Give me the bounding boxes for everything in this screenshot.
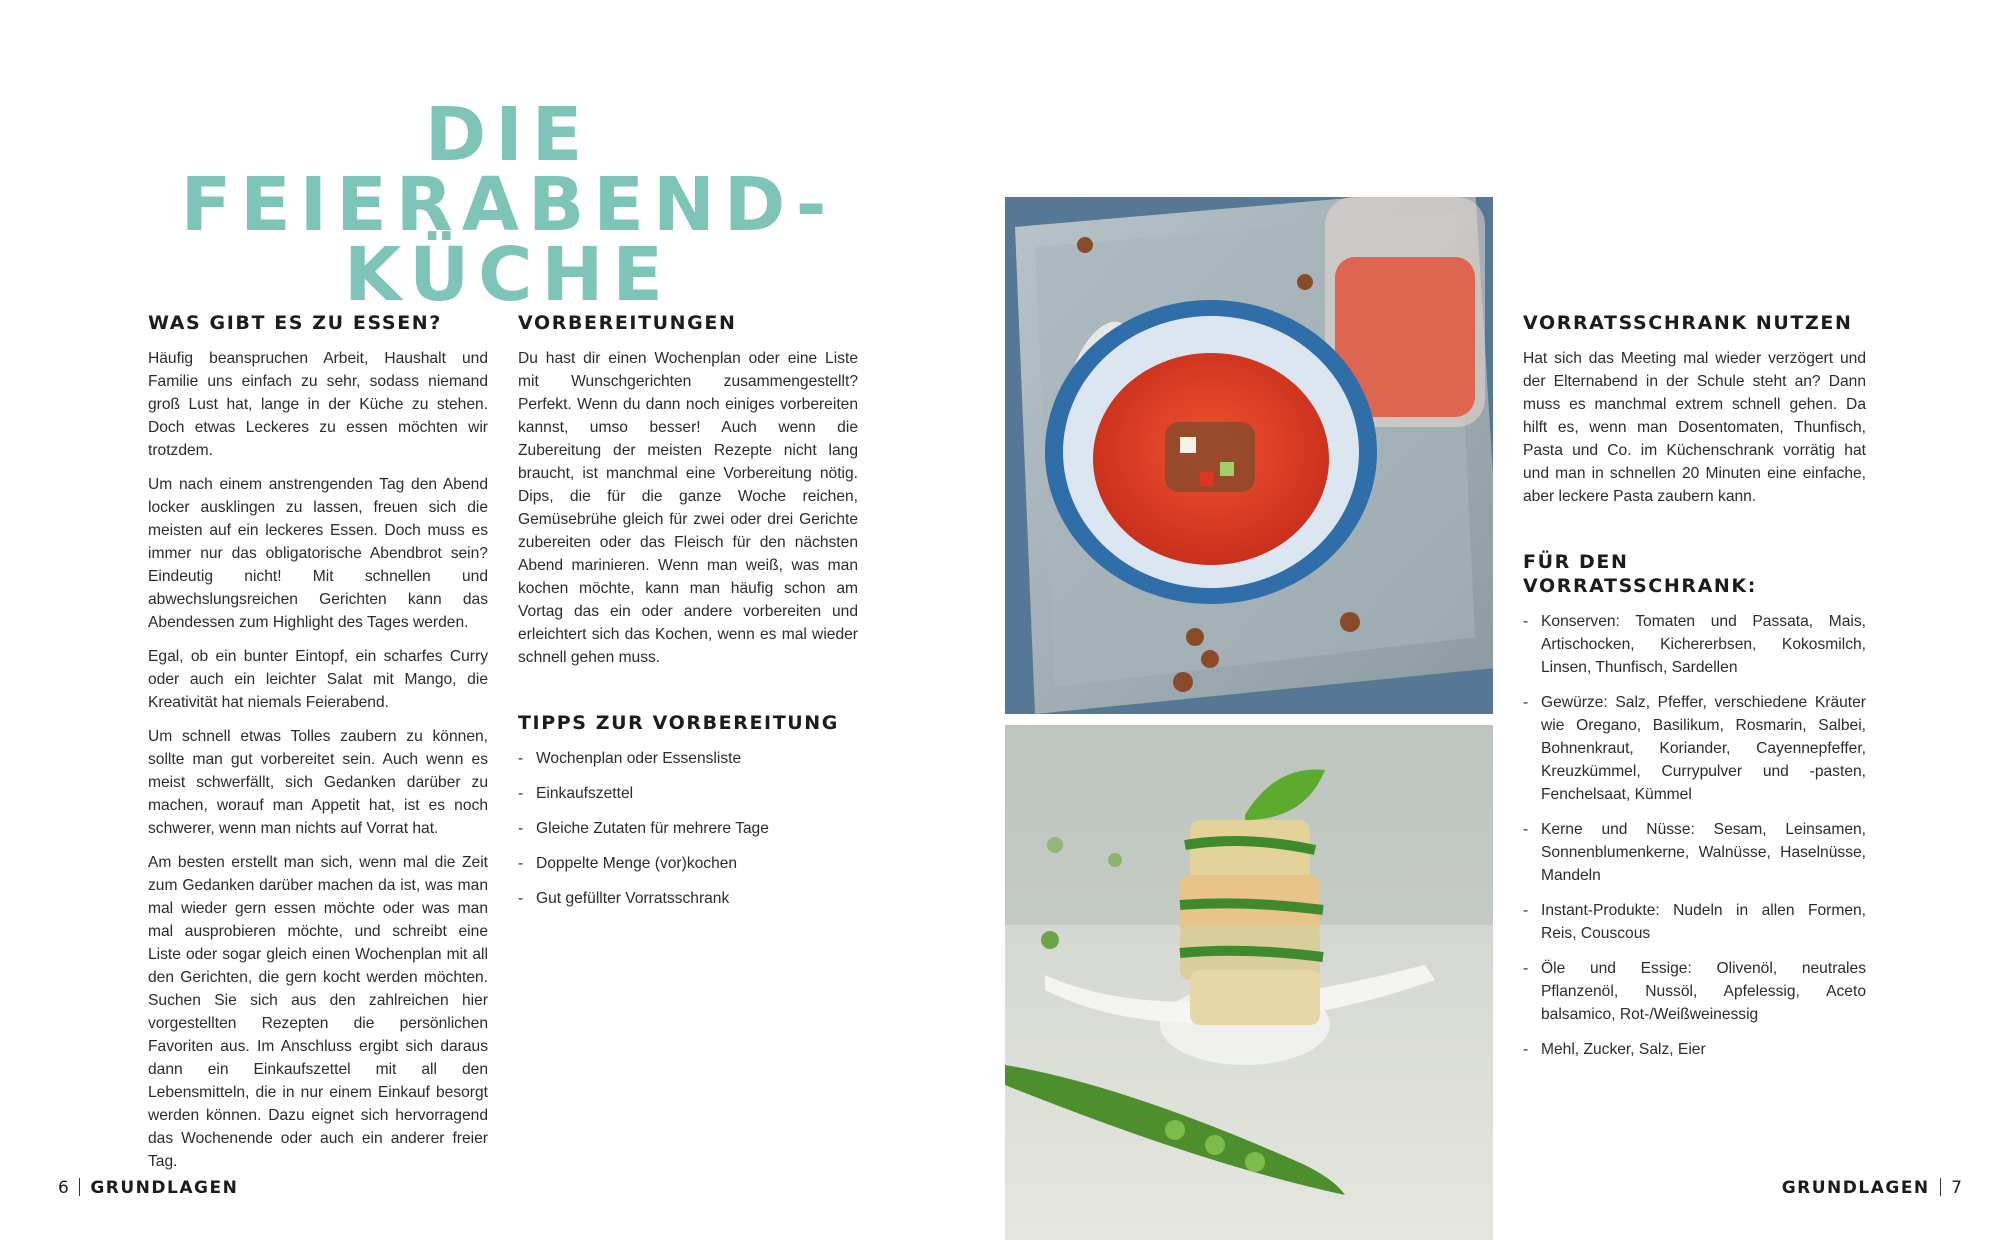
list-item: - Einkaufszettel bbox=[518, 782, 858, 805]
photo-gazpacho bbox=[1005, 197, 1493, 714]
paragraph: Häufig beanspruchen Arbeit, Haushalt und Familie uns einfach zu sehr, sodass niemand groß Lust hat, lange in der Küche zu stehen. Doch etwas Leckeres zu essen möchten wir trotzdem. bbox=[148, 350, 488, 459]
footer-right bbox=[1782, 1178, 1962, 1198]
list-item: - Wochenplan oder Essensliste bbox=[518, 747, 858, 770]
list-item: - Kerne und Nüsse: Sesam, Leinsamen, Sonnenblumenkerne, Walnüsse, Haselnüsse, Mandeln bbox=[1523, 818, 1866, 887]
paragraph: Um schnell etwas Tolles zaubern zu können, sollte man gut vorbereitet sein. Auch wenn es meist schwerfällt, sich Gedanken darüber zu machen, worauf man Appetit hat, ist es noch schwerer, wenn man nichts auf Vorrat hat. bbox=[148, 728, 488, 837]
paragraph: Am besten erstellt man sich, wenn mal die Zeit zum Gedanken darüber machen da ist, was man mal wieder gern essen möchte oder was man mal ausprobieren möchte, und schreibt eine Liste oder sogar gleich einen Wochenplan mit all den Gerichten, die gern kocht werden möchten. Suchen Sie sich aus den zahlreichen hier vorgestellten Rezepten die persönlichen Favoriten aus. Im Anschluss ergibt sich daraus dann ein Einkaufszettel mit all den Lebensmitteln, die in nur einem Einkauf besorgt werden können. Dazu eignet sich hervorragend das Wochenende oder auch ein anderer freier Tag. bbox=[148, 854, 488, 1170]
photo-frittata bbox=[1005, 725, 1493, 1240]
footer-divider bbox=[79, 1178, 81, 1196]
heading-fuer-vorratsschrank: FÜR DEN VORRATSSCHRANK: bbox=[1523, 551, 1757, 597]
list-item: - Doppelte Menge (vor)kochen bbox=[518, 852, 858, 875]
heading-tipps: TIPPS ZUR VORBEREITUNG bbox=[518, 712, 840, 734]
page-number-left: 6 bbox=[58, 1178, 69, 1198]
page-number-right: 7 bbox=[1951, 1178, 1962, 1198]
column-vorbereitungen bbox=[518, 311, 858, 922]
heading-vorbereitungen: VORBEREITUNGEN bbox=[518, 312, 737, 334]
tips-list bbox=[518, 747, 858, 910]
list-item: - Konserven: Tomaten und Passata, Mais, Artischocken, Kichererbsen, Kokosmilch, Linsen, Thunfisch, Sardellen bbox=[1523, 610, 1866, 679]
title-line-2: KÜCHE bbox=[344, 232, 672, 318]
list-item: - Instant-Produkte: Nudeln in allen Formen, Reis, Couscous bbox=[1523, 899, 1866, 945]
footer-divider bbox=[1940, 1178, 1942, 1196]
column-essen bbox=[148, 311, 488, 1184]
heading-vorratsschrank: VORRATSSCHRANK NUTZEN bbox=[1523, 312, 1853, 334]
paragraph: Hat sich das Meeting mal wieder verzögert und der Elternabend in der Schule steht an? Dann muss es manchmal extrem schnell gehen. Da hilft es, wenn man Dosentomaten, Thunfisch, Pasta und Co. im Küchenschrank vorrätig hat und man in schnellen 20 Minuten eine einfache, aber leckere Pasta zaubern kann. bbox=[1523, 350, 1866, 505]
title-line-1: DIE FEIERABEND- bbox=[180, 92, 836, 248]
footer-left bbox=[58, 1178, 238, 1198]
list-item: - Gut gefüllter Vorratsschrank bbox=[518, 887, 858, 910]
list-item: - Öle und Essige: Olivenöl, neutrales Pflanzenöl, Nussöl, Apfelessig, Aceto balsamico, Rot-/Weißweinessig bbox=[1523, 957, 1866, 1026]
heading-essen: WAS GIBT ES ZU ESSEN? bbox=[148, 312, 442, 334]
paragraph: Egal, ob ein bunter Eintopf, ein scharfes Curry oder auch ein leichter Salat mit Mango, die Kreativität hat niemals Feierabend. bbox=[148, 648, 488, 711]
column-vorratsschrank bbox=[1523, 311, 1866, 1073]
vorrat-list bbox=[1523, 610, 1866, 1061]
page-title bbox=[148, 92, 868, 318]
paragraph: Um nach einem anstrengenden Tag den Abend locker ausklingen zu lassen, freuen sich die meisten auf ein leckeres Essen. Doch muss es immer nur das obligatorische Abendbrot sein? Eindeutig nicht! Mit schnellen und abwechslungsreichen Gerichten kann das Abendessen zum Highlight des Tages werden. bbox=[148, 476, 488, 631]
list-item: - Gleiche Zutaten für mehrere Tage bbox=[518, 817, 858, 840]
list-item: - Gewürze: Salz, Pfeffer, verschiedene Kräuter wie Oregano, Basilikum, Rosmarin, Salbei, Bohnenkraut, Koriander, Cayennepfeffer, Kreuzkümmel, Currypulver und -pasten, Fenchelsaat, Kümmel bbox=[1523, 691, 1866, 806]
section-label-left: GRUNDLAGEN bbox=[90, 1178, 239, 1198]
section-label-right: GRUNDLAGEN bbox=[1781, 1178, 1930, 1198]
list-item: - Mehl, Zucker, Salz, Eier bbox=[1523, 1038, 1866, 1061]
paragraph: Du hast dir einen Wochenplan oder eine Liste mit Wunschgerichten zusammengestellt? Perfekt. Wenn du dann noch einiges vorbereiten kannst, umso besser! Auch wenn die Zubereitung der meisten Rezepte nicht lang braucht, ist manchmal eine Vorbereitung nötig. Dips, die für die ganze Woche reichen, Gemüsebrühe gleich für zwei oder drei Gerichte zubereiten oder das Fleisch für den nächsten Abend marinieren. Wenn man weiß, was man kochen möchte, kann man häufig schon am Vortag das ein oder andere vorbereiten und erleichtert sich das Kochen, wenn es mal wieder schnell gehen muss. bbox=[518, 350, 858, 666]
